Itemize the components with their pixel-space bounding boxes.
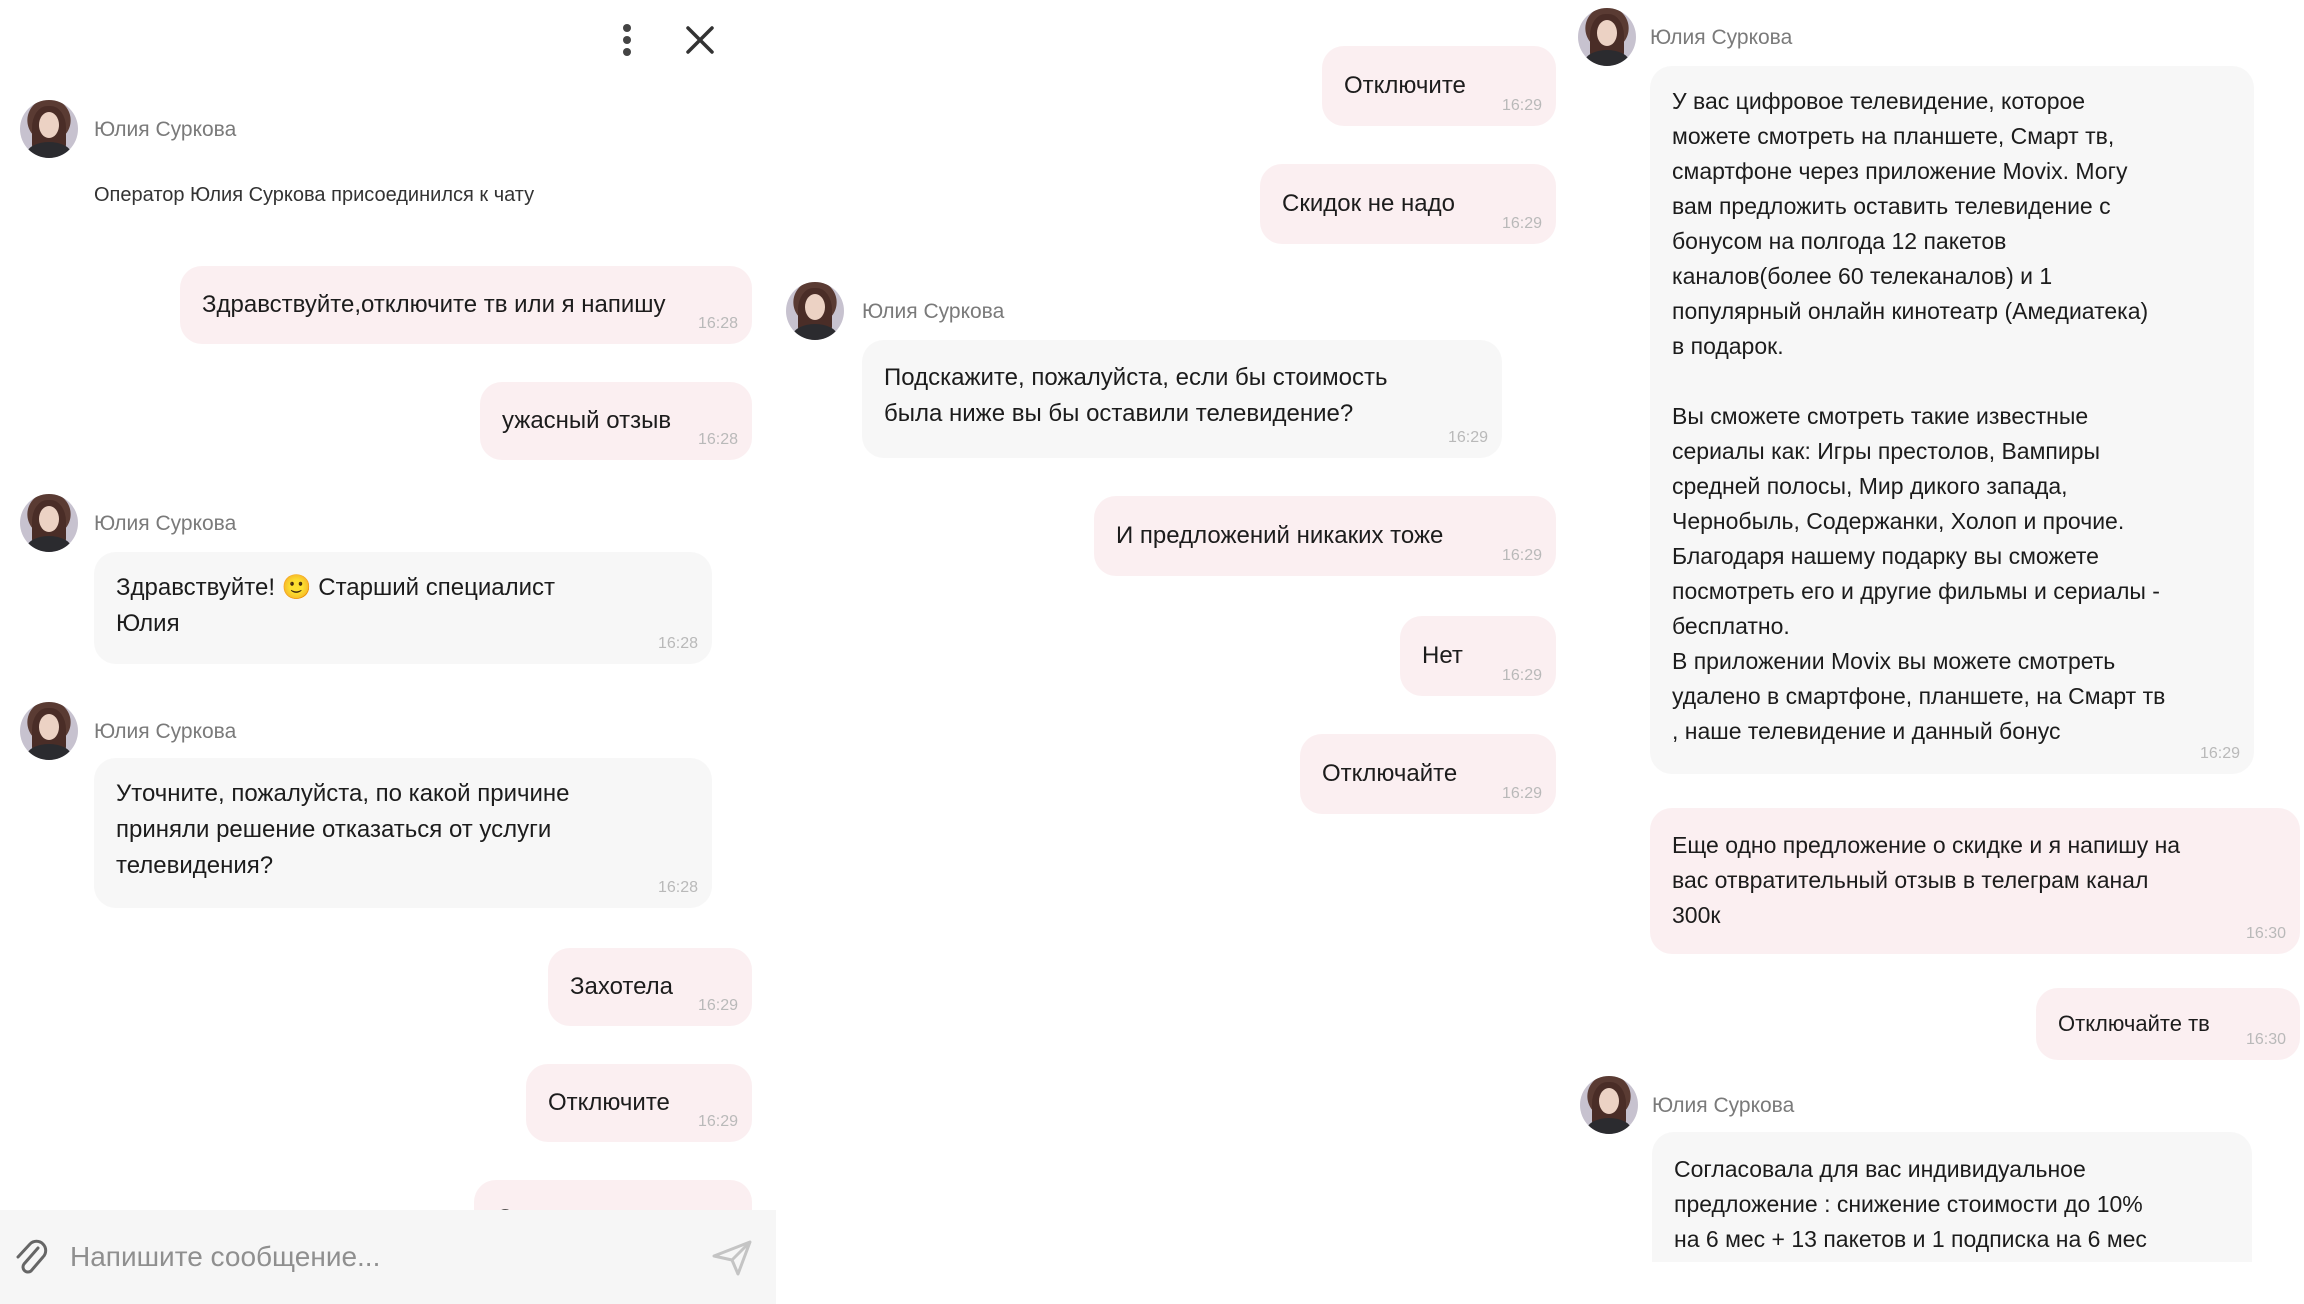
message-text: Еще одно предложение о скидке и я напишу на вас отвратительный отзыв в телеграм канал 300к (1672, 832, 2181, 928)
message-text: Захотела (570, 973, 674, 1000)
message-time: 16:29 (1501, 667, 1542, 684)
message-text: Здравствуйте,отключите тв или я напишу (202, 291, 666, 318)
incoming-message (94, 758, 712, 908)
close-icon[interactable] (684, 24, 716, 56)
message-text: Подскажите, пожалуйста, если бы стоимость была ниже вы бы оставили телевидение? (884, 364, 1388, 427)
operator-avatar (20, 702, 78, 760)
message-time: 16:29 (1501, 785, 1542, 802)
message-time: 16:28 (697, 431, 738, 448)
message-text: Скидок не надо (1282, 190, 1455, 217)
message-text: Здравствуйте! 🙂 Старший специалист Юлия (116, 574, 555, 637)
incoming-message (862, 340, 1502, 458)
incoming-message (94, 552, 712, 664)
incoming-message (1650, 66, 2254, 774)
operator-name: Юлия Суркова (94, 720, 237, 743)
message-text: Согласовала для вас индивидуальное предложение : снижение стоимости до 10% на 6 мес + 13 пакетов и 1 подписка на 6 мес (1674, 1156, 2147, 1252)
chat-panel-2 (776, 0, 1556, 1304)
message-time: 16:29 (2199, 745, 2240, 762)
outgoing-message (180, 266, 752, 344)
message-text: ужасный отзыв (502, 407, 672, 434)
operator-avatar (1578, 8, 1636, 66)
message-time: 16:29 (1447, 429, 1488, 446)
message-input[interactable] (70, 1234, 670, 1280)
operator-name: Юлия Суркова (94, 512, 237, 535)
message-text: Нет (1422, 642, 1463, 669)
more-vertical-icon[interactable] (620, 24, 634, 60)
message-text: Уточните, пожалуйста, по какой причине приняли решение отказаться от услуги телевидения? (116, 780, 570, 879)
message-time: 16:29 (1501, 215, 1542, 232)
operator-name: Юлия Суркова (1652, 1094, 1795, 1117)
outgoing-message (1260, 164, 1556, 244)
outgoing-message (2036, 988, 2300, 1060)
message-time: 16:29 (1501, 547, 1542, 564)
message-text: Отключите (1344, 72, 1466, 99)
operator-avatar (1580, 1076, 1638, 1134)
operator-avatar (20, 494, 78, 552)
message-time: 16:29 (697, 997, 738, 1014)
message-time: 16:29 (1501, 97, 1542, 114)
message-text: Отключите (548, 1089, 670, 1116)
message-time: 16:29 (697, 1113, 738, 1130)
operator-name: Юлия Суркова (1650, 26, 1793, 49)
outgoing-message (480, 382, 752, 460)
send-icon[interactable] (710, 1238, 754, 1278)
outgoing-message (1300, 734, 1556, 814)
operator-name: Юлия Суркова (94, 118, 237, 141)
message-composer (0, 1210, 776, 1304)
message-text: Отключайте тв (2058, 1011, 2210, 1036)
message-text: И предложений никаких тоже (1116, 522, 1444, 549)
incoming-message (1652, 1132, 2252, 1262)
paperclip-icon[interactable] (12, 1238, 48, 1278)
outgoing-message (526, 1064, 752, 1142)
message-time: 16:30 (2245, 925, 2286, 942)
message-time: 16:28 (657, 635, 698, 652)
message-time: 16:30 (2245, 1031, 2286, 1048)
message-time: 16:28 (657, 879, 698, 896)
chat-panel-1 (0, 0, 776, 1304)
operator-name: Юлия Суркова (862, 300, 1005, 323)
message-text: Отключайте (1322, 760, 1458, 787)
outgoing-message (548, 948, 752, 1026)
outgoing-message (1650, 808, 2300, 954)
outgoing-message (1094, 496, 1556, 576)
operator-avatar (786, 282, 844, 340)
outgoing-message (1322, 46, 1556, 126)
message-text: У вас цифровое телевидение, которое можете смотреть на планшете, Смарт тв, смартфоне через приложение Movix. Могу вам предложить оставить телевидение с бонусом на полгода 12 пакетов каналов(более 60 телеканалов) и 1 популярный онлайн кинотеатр (Амедиатека) в подарок. Вы сможете смотреть такие известные сериалы как: Игры престолов, Вампиры средней полосы, Мир дикого запада, Чернобыль, Содержанки, Холоп и прочие. Благодаря нашему подарку вы сможете посмотреть его и другие фильмы и сериалы - бесплатно. В приложении Movix вы можете смотреть удалено в смартфоне, планшете, на Смарт тв , наше телевидение и данный бонус (1672, 88, 2166, 744)
outgoing-message (1400, 616, 1556, 696)
message-time: 16:28 (697, 315, 738, 332)
operator-joined-note: Оператор Юлия Суркова присоединился к чату (94, 184, 535, 206)
chat-panel-3 (1556, 0, 2304, 1304)
operator-avatar (20, 100, 78, 158)
